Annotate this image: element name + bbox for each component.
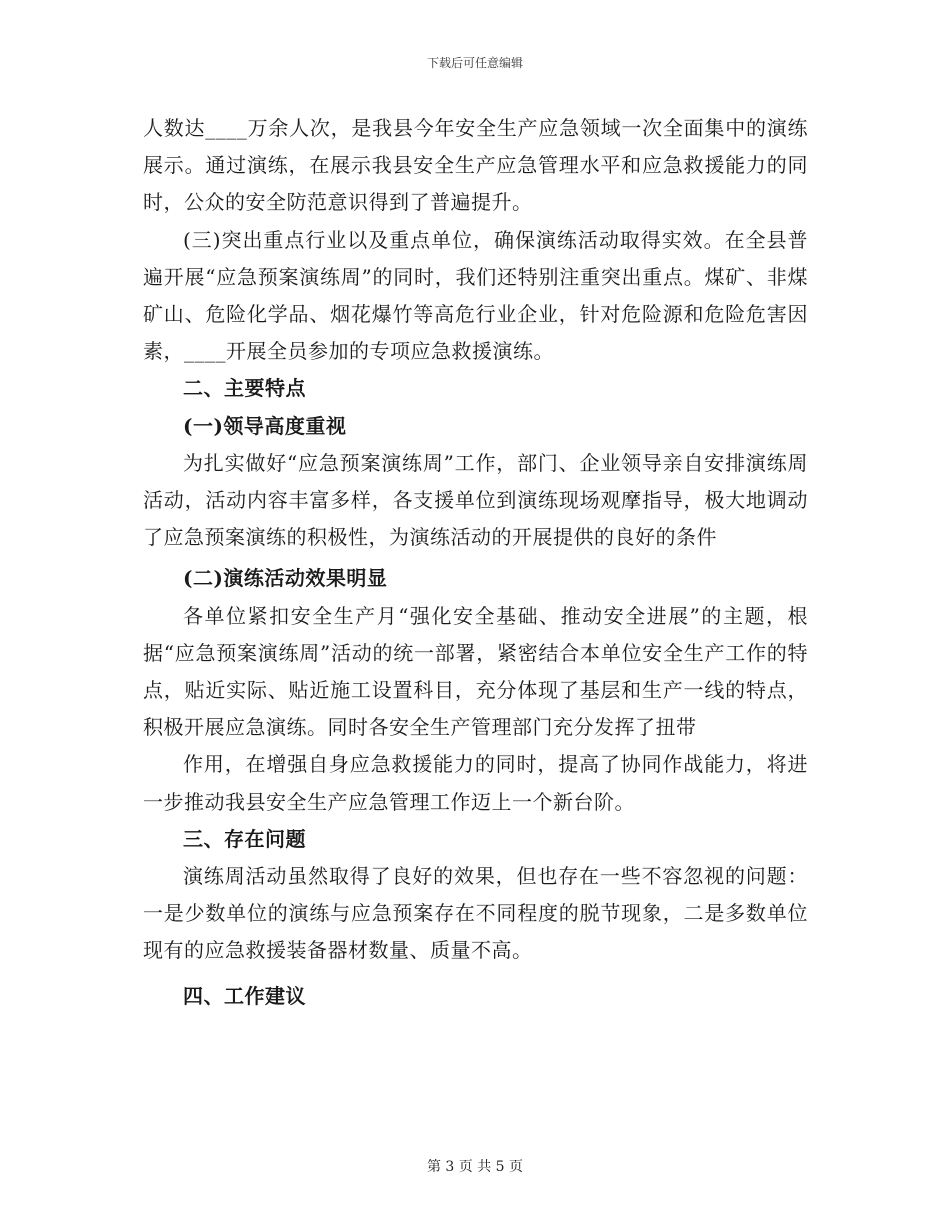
paragraph-participants: 人数达____万余人次，是我县今年安全生产应急领域一次全面集中的演练展示。通过演练，在展示我县安全生产应急管理水平和应急救援能力的同时，公众的安全防范意识得到了普遍提升。 <box>143 116 808 215</box>
section-heading-suggestions: 四、工作建议 <box>183 983 306 1008</box>
paragraph-leadership: 为扎实做好“应急预案演练周”工作，部门、企业领导亲自安排演练周活动，活动内容丰富多样，各支援单位到演练现场观摩指导，极大地调动了应急预案演练的积极性，为演练活动的开展提供的良好的条件 <box>143 450 808 550</box>
subheading-drill-effect: (二)演练活动效果明显 <box>183 566 388 591</box>
section-heading-problems: 三、存在问题 <box>183 826 306 851</box>
paragraph-key-industries: (三)突出重点行业以及重点单位，确保演练活动取得实效。在全县普遍开展“应急预案演练周”的同时，我们还特别注重突出重点。煤矿、非煤矿山、危险化学品、烟花爆竹等高危行业企业，针对危险源和危险危害因素，____开展全员参加的专项应急救援演练。 <box>143 227 808 364</box>
subheading-leadership: (一)领导高度重视 <box>183 413 347 438</box>
page-footer: 第 3 页 共 5 页 <box>426 1159 524 1175</box>
paragraph-drill-effect: 各单位紧扣安全生产月“强化安全基础、推动安全进展”的主题，根据“应急预案演练周”活动的统一部署，紧密结合本单位安全生产工作的特点，贴近实际、贴近施工设置科目，充分体现了基层和生产一线的特点，积极开展应急演练。同时各安全生产管理部门充分发挥了扭带 <box>143 603 808 740</box>
document-body <box>143 110 808 1015</box>
page-header: 下载后可任意编辑 <box>426 56 523 70</box>
section-heading-main-features: 二、主要特点 <box>183 376 306 401</box>
paragraph-problems: 演练周活动虽然取得了良好的效果，但也存在一些不容忽视的问题：一是少数单位的演练与应急预案存在不同程度的脱节现象，二是多数单位现有的应急救援装备器材数量、质量不高。 <box>143 864 808 963</box>
paragraph-coordination: 作用，在增强自身应急救援能力的同时，提高了协同作战能力，将进一步推动我县安全生产应急管理工作迈上一个新台阶。 <box>143 752 808 814</box>
